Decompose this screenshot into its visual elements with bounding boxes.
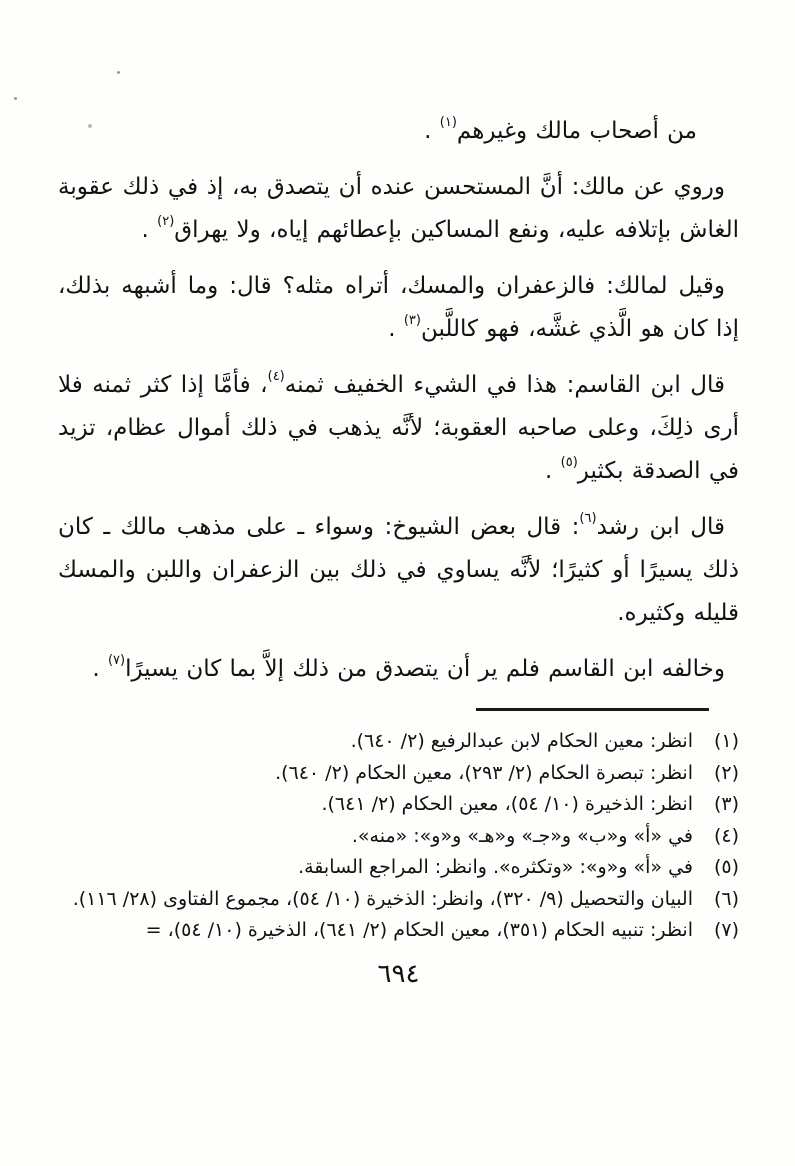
paragraph: وقيل لمالك: فالزعفران والمسك، أتراه مثله؟ قال: وما أشبهه بذلك، إذا كان هو الَّذي غشَّه، فهو كاللَّبن$^{(٣)}$ . (58, 273, 739, 342)
paragraph-continuation: من أصحاب مالك وغيرهم$^{(١)}$ . (424, 115, 697, 144)
scan-speck (14, 97, 17, 100)
footnote-text: البيان والتحصيل (٩/ ٣٢٠)، وانظر: الذخيرة (١٠/ ٥٤)، مجموع الفتاوى (٢٨/ ١١٦). (72, 887, 693, 910)
footnote-marker: (٦) (713, 887, 739, 910)
footnote-marker: (٥) (713, 856, 739, 878)
footnote-marker: (٤) (713, 824, 739, 847)
paragraph: قال ابن رشد$^{(٦)}$: قال بعض الشيوخ: وسواء ـ على مذهب مالك ـ كان ذلك يسيرًا أو كثيرًا؛ لأنَّه يساوي في ذلك بين الزعفران واللبن والمسك قليله وكثيره. (58, 511, 739, 626)
footnote-reference: (٥) (560, 455, 578, 471)
footnote-item (58, 789, 739, 821)
footnote-reference: (٦) (579, 511, 597, 527)
footnote-item (58, 726, 739, 758)
footnote-reference: (٢) (157, 214, 175, 230)
footnote-text: انظر: معين الحكام لابن عبدالرفيع (٢/ ٦٤٠). (350, 730, 693, 752)
footnote-reference: (١) (439, 115, 457, 131)
footnote-item (58, 884, 739, 916)
main-text (58, 110, 739, 691)
paragraph: وروي عن مالك: أنَّ المستحسن عنده أن يتصدق به، إذ في ذلك عقوبة الغاش بإتلافه عليه، ونفع المساكين بإعطائهم إياه، ولا يهراق$^{(٢)}$ . (58, 174, 739, 243)
scan-speck (88, 124, 92, 128)
footnote-marker: (٣) (713, 793, 739, 815)
page-number: ٦٩٤ (377, 958, 420, 989)
footnote-marker: (٧) (713, 919, 739, 941)
footnote-text: في «أ» و«و»: «وتكثره». وانظر: المراجع السابقة. (298, 856, 693, 878)
footnote-marker: (٢) (713, 761, 739, 784)
footnote-item (58, 758, 739, 790)
footnote-text: انظر: تبصرة الحكام (٢/ ٢٩٣)، معين الحكام (٢/ ٦٤٠). (275, 761, 693, 784)
footnote-text: في «أ» و«ب» و«جـ» و«هـ» و«و»: «منه». (351, 824, 693, 847)
scan-speck (117, 71, 120, 74)
paragraph: قال ابن القاسم: هذا في الشيء الخفيف ثمنه$^{(٤)}$، فأمَّا إذا كثر ثمنه فلا أرى ذلِكَ، وعلى صاحبه العقوبة؛ لأنَّه يذهب في ذلك أموال عظام، تزيد في الصدقة بكثير$^{(٥)}$ . (58, 369, 739, 484)
footnote-text: انظر: تنبيه الحكام (٣٥١)، معين الحكام (٢/ ٦٤١)، الذخيرة (١٠/ ٥٤)، = (145, 919, 693, 941)
footnote-reference: (٤) (267, 369, 285, 385)
footnote-text: انظر: الذخيرة (١٠/ ٥٤)، معين الحكام (٢/ ٦٤١). (321, 793, 693, 815)
footnote-separator (476, 708, 709, 711)
footnote-item (58, 852, 739, 884)
footnote-reference: (٣) (403, 313, 421, 329)
paragraph: وخالفه ابن القاسم فلم ير أن يتصدق من ذلك إلاَّ بما كان يسيرًا$^{(٧)}$ . (92, 653, 725, 682)
footnote-reference: (٧) (107, 653, 126, 669)
footnote-item (58, 915, 739, 947)
footnote-marker: (١) (713, 730, 739, 752)
footnotes-section (58, 726, 739, 947)
footnote-item (58, 821, 739, 853)
